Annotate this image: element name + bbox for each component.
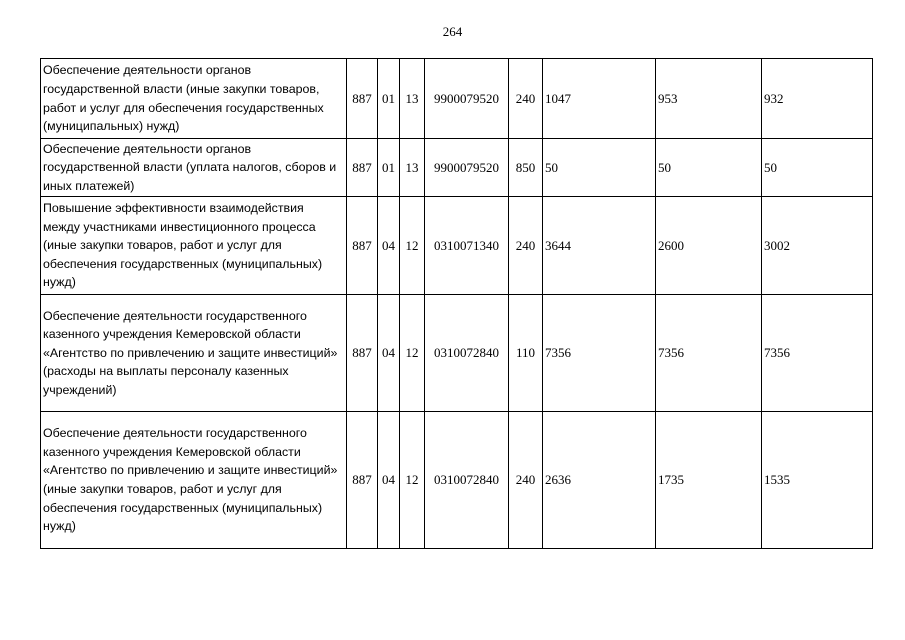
ministry-code: 887 — [347, 197, 378, 295]
target-article-code: 9900079520 — [425, 59, 509, 139]
table-row — [41, 295, 873, 412]
section-code: 01 — [378, 59, 400, 139]
subsection-code: 13 — [400, 139, 425, 197]
table-row — [41, 197, 873, 295]
amount-year-1: 1047 — [543, 59, 656, 139]
row-description: Обеспечение деятельности государственного казенного учреждения Кемеровской области «Агентство по привлечению и защите инвестиций» (иные закупки товаров, работ и услуг для обеспечения государственных (муниципальных) нужд) — [41, 412, 347, 549]
row-description: Повышение эффективности взаимодействия между участниками инвестиционного процесса (иные закупки товаров, работ и услуг для обеспечения государственных (муниципальных) нужд) — [41, 197, 347, 295]
table-row — [41, 139, 873, 197]
amount-year-1: 50 — [543, 139, 656, 197]
ministry-code: 887 — [347, 412, 378, 549]
amount-year-3: 1535 — [762, 412, 873, 549]
expense-type-code: 110 — [509, 295, 543, 412]
table-row — [41, 59, 873, 139]
subsection-code: 13 — [400, 59, 425, 139]
target-article-code: 0310071340 — [425, 197, 509, 295]
subsection-code: 12 — [400, 197, 425, 295]
subsection-code: 12 — [400, 412, 425, 549]
row-description: Обеспечение деятельности государственного казенного учреждения Кемеровской области «Агентство по привлечению и защите инвестиций» (расходы на выплаты персоналу казенных учреждений) — [41, 295, 347, 412]
amount-year-3: 3002 — [762, 197, 873, 295]
amount-year-1: 3644 — [543, 197, 656, 295]
amount-year-3: 50 — [762, 139, 873, 197]
expense-type-code: 850 — [509, 139, 543, 197]
target-article-code: 0310072840 — [425, 412, 509, 549]
ministry-code: 887 — [347, 295, 378, 412]
amount-year-2: 1735 — [656, 412, 762, 549]
amount-year-1: 2636 — [543, 412, 656, 549]
row-description: Обеспечение деятельности органов государственной власти (уплата налогов, сборов и иных платежей) — [41, 139, 347, 197]
expense-type-code: 240 — [509, 412, 543, 549]
table-row — [41, 412, 873, 549]
amount-year-3: 7356 — [762, 295, 873, 412]
amount-year-2: 7356 — [656, 295, 762, 412]
subsection-code: 12 — [400, 295, 425, 412]
amount-year-3: 932 — [762, 59, 873, 139]
ministry-code: 887 — [347, 139, 378, 197]
page-number: 264 — [442, 24, 463, 39]
section-code: 01 — [378, 139, 400, 197]
section-code: 04 — [378, 295, 400, 412]
budget-table — [40, 58, 873, 549]
expense-type-code: 240 — [509, 197, 543, 295]
amount-year-2: 953 — [656, 59, 762, 139]
amount-year-2: 2600 — [656, 197, 762, 295]
row-description: Обеспечение деятельности органов государственной власти (иные закупки товаров, работ и услуг для обеспечения государственных (муниципальных) нужд) — [41, 59, 347, 139]
section-code: 04 — [378, 197, 400, 295]
expense-type-code: 240 — [509, 59, 543, 139]
target-article-code: 0310072840 — [425, 295, 509, 412]
amount-year-1: 7356 — [543, 295, 656, 412]
amount-year-2: 50 — [656, 139, 762, 197]
target-article-code: 9900079520 — [425, 139, 509, 197]
ministry-code: 887 — [347, 59, 378, 139]
section-code: 04 — [378, 412, 400, 549]
